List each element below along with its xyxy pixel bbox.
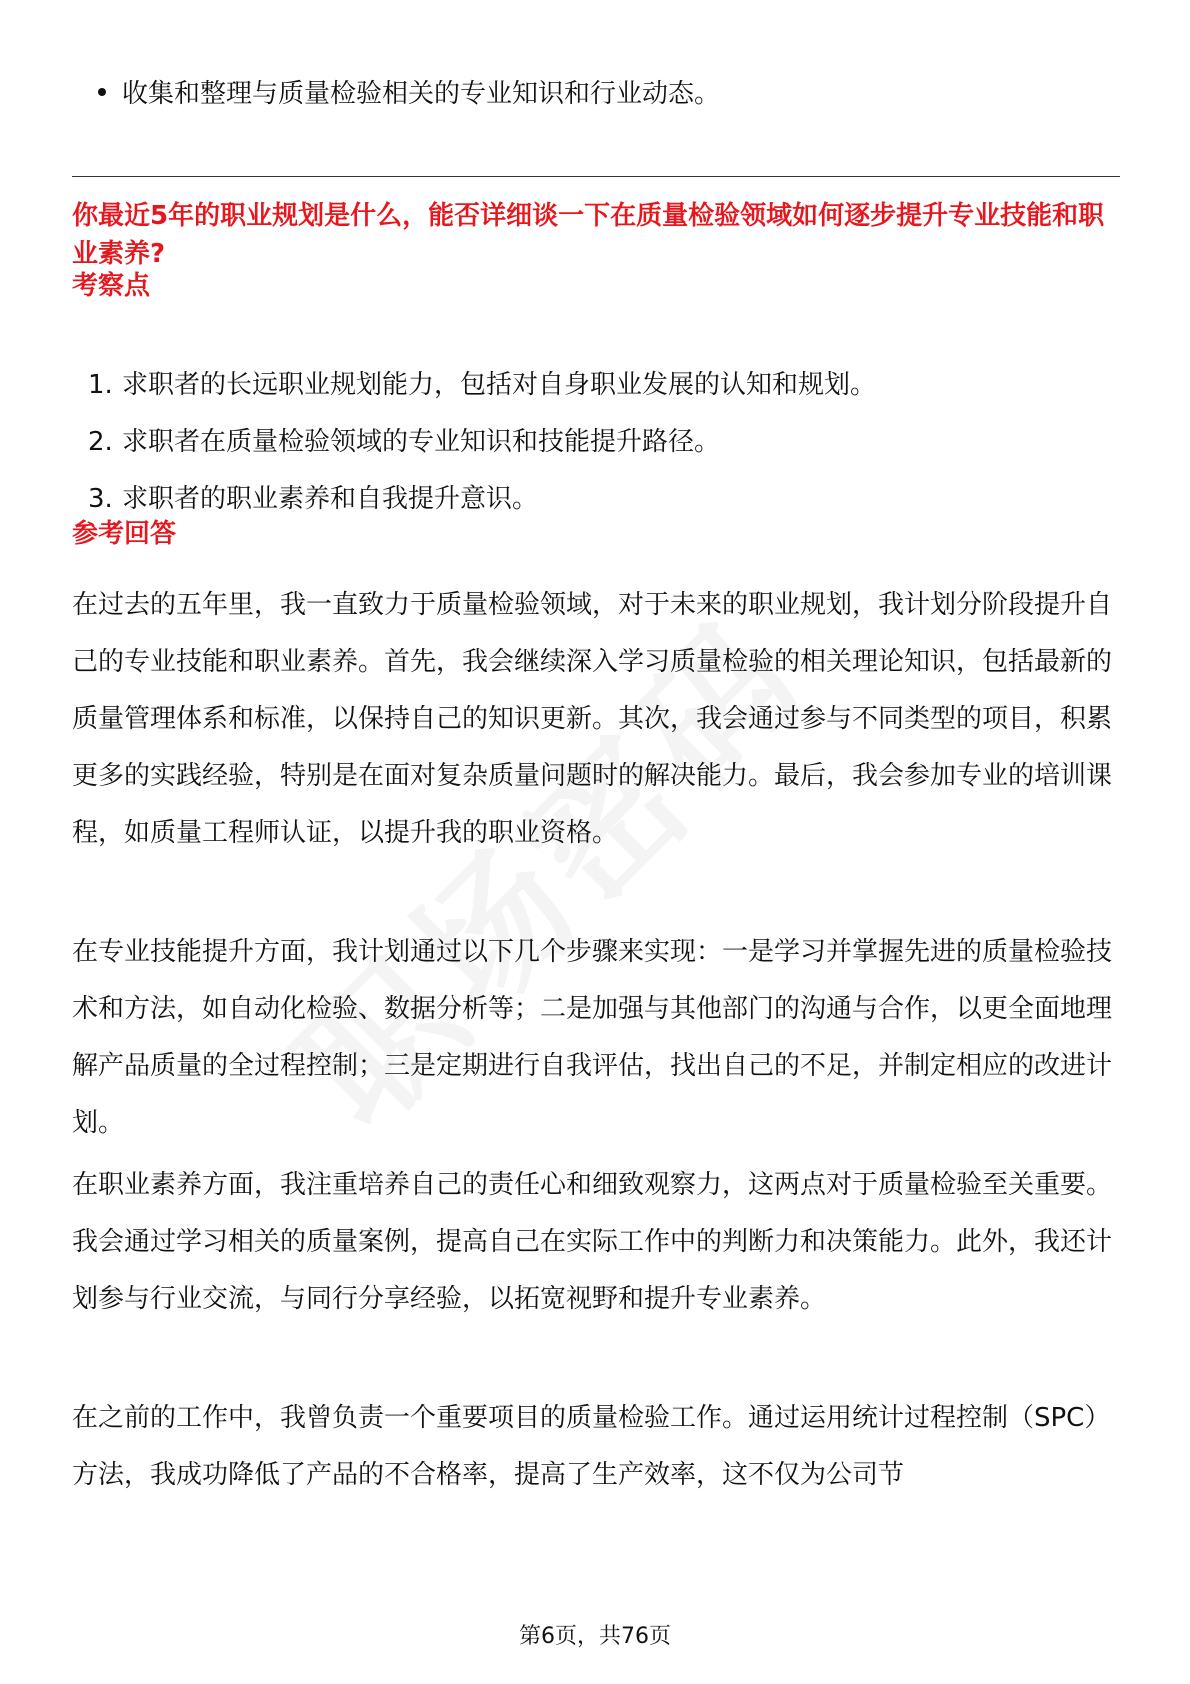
list-number: 1. — [88, 370, 113, 400]
list-text: 求职者的职业素养和自我提升意识。 — [122, 484, 539, 514]
answer-paragraph: 在过去的五年里，我一直致力于质量检验领域，对于未来的职业规划，我计划分阶段提升自己的专业技能和职业素养。首先，我会继续深入学习质量检验的相关理论知识，包括最新的质量管理体系和标准，以保持自己的知识更新。其次，我会通过参与不同类型的项目，积累更多的实践经验，特别是在面对复杂质量问题时的解决能力。最后，我会参加专业的培训课程，如质量工程师认证，以提升我的职业资格。 — [72, 590, 1113, 848]
answer-paragraph: 在之前的工作中，我曾负责一个重要项目的质量检验工作。通过运用统计过程控制（SPC）方法，我成功降低了产品的不合格率，提高了生产效率，这不仅为公司节 — [72, 1403, 1111, 1490]
list-item — [88, 479, 876, 536]
bullet-icon — [98, 88, 106, 96]
list-item — [88, 422, 876, 479]
points-list — [88, 365, 876, 536]
list-number: 2. — [88, 427, 113, 457]
answer-paragraph: 在专业技能提升方面，我计划通过以下几个步骤来实现：一是学习并掌握先进的质量检验技术和方法，如自动化检验、数据分析等；二是加强与其他部门的沟通与合作，以更全面地理解产品质量的全过程控制；三是定期进行自我评估，找出自己的不足，并制定相应的改进计划。 — [72, 937, 1113, 1138]
list-item — [98, 74, 720, 114]
list-text: 求职者的长远职业规划能力，包括对自身职业发展的认知和规划。 — [122, 370, 877, 400]
list-item — [88, 365, 876, 422]
page-number: 第6页，共76页 — [519, 1624, 671, 1649]
list-number: 3. — [88, 484, 113, 514]
answer-paragraph: 在职业素养方面，我注重培养自己的责任心和细致观察力，这两点对于质量检验至关重要。我会通过学习相关的质量案例，提高自己在实际工作中的判断力和决策能力。此外，我还计划参与行业交流，与同行分享经验，以拓宽视野和提升专业素养。 — [72, 1170, 1113, 1314]
section-title-answer: 参考回答 — [72, 519, 177, 549]
bullet-text: 收集和整理与质量检验相关的专业知识和行业动态。 — [122, 79, 721, 109]
divider — [72, 176, 1120, 177]
list-text: 求职者在质量检验领域的专业知识和技能提升路径。 — [122, 427, 721, 457]
section-title-points: 考察点 — [72, 271, 151, 301]
question-heading: 你最近5年的职业规划是什么，能否详细谈一下在质量检验领域如何逐步提升专业技能和职业素养? — [72, 201, 1105, 269]
